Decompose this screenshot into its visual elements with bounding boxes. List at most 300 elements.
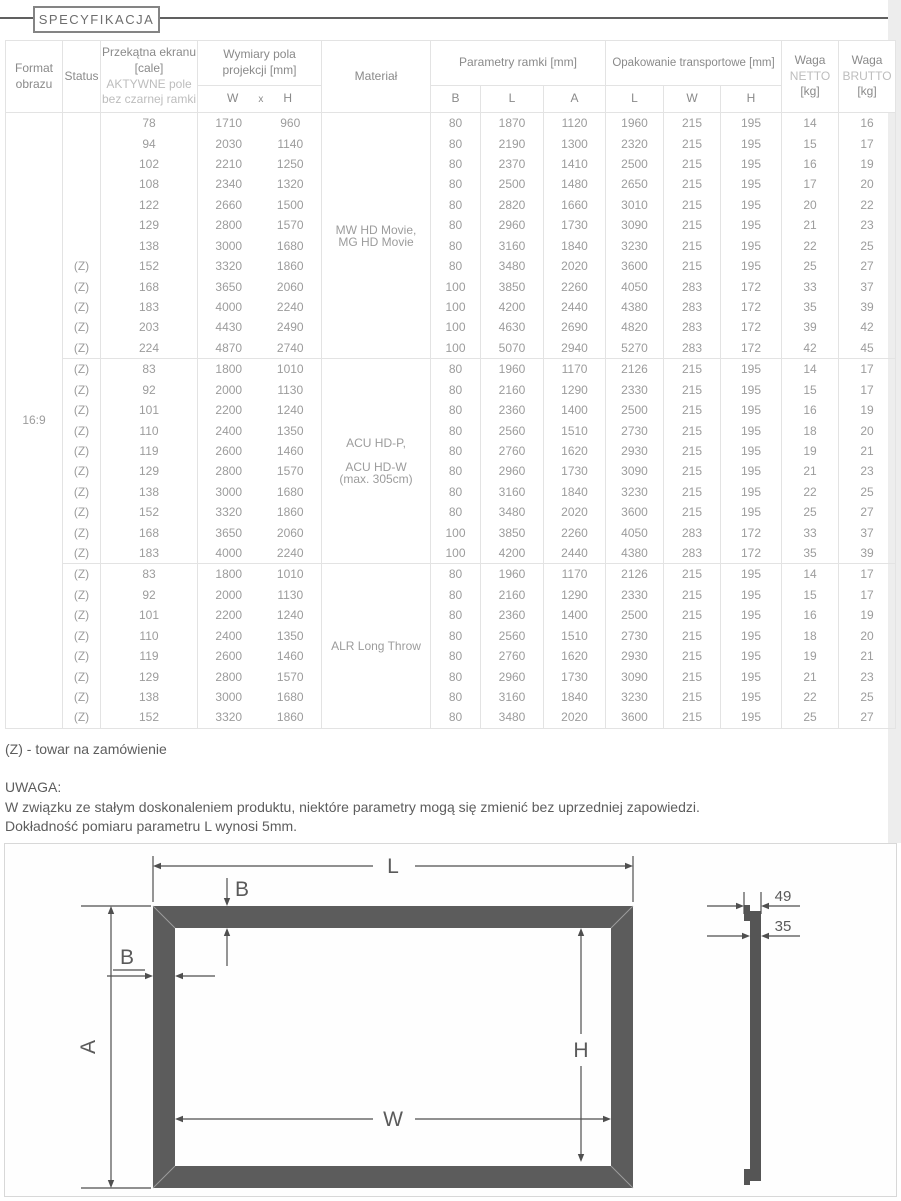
material-header-label: Materiał	[354, 68, 398, 83]
packaging-label: Opakowanie transportowe [mm]	[612, 56, 775, 69]
pack-h-cell: 195	[721, 666, 782, 686]
frame-a-cell: 2020	[544, 256, 606, 276]
table-row	[6, 441, 896, 461]
status-cell: (Z)	[63, 441, 101, 461]
frame-a-cell: 2940	[544, 338, 606, 359]
pack-w-cell: 215	[664, 461, 721, 481]
weight-gross-cell: 20	[839, 626, 896, 646]
diagonal-cell: 94	[101, 133, 198, 153]
weight-net-cell: 15	[782, 133, 839, 153]
proj-h-cell: 1240	[260, 605, 322, 625]
status-cell: (Z)	[63, 502, 101, 522]
frame-params-label: Parametry ramki [mm]	[459, 55, 578, 70]
status-cell	[63, 113, 101, 134]
proj-h-cell: 1350	[260, 420, 322, 440]
diagonal-cell: 168	[101, 522, 198, 542]
pack-l-cell: 4380	[606, 543, 664, 564]
frame-a-cell: 2440	[544, 297, 606, 317]
pack-l-cell: 3010	[606, 195, 664, 215]
proj-h-cell: 2740	[260, 338, 322, 359]
pack-l-cell: 3090	[606, 215, 664, 235]
status-cell: (Z)	[63, 276, 101, 296]
status-cell: (Z)	[63, 256, 101, 276]
proj-w-cell: 2030	[198, 133, 260, 153]
status-cell: (Z)	[63, 543, 101, 564]
pack-w-cell: 215	[664, 256, 721, 276]
pack-l-cell: 3230	[606, 687, 664, 707]
proj-w-cell: 1800	[198, 564, 260, 585]
proj-w-cell: 1800	[198, 359, 260, 380]
frame-b-cell: 80	[431, 256, 481, 276]
status-cell: (Z)	[63, 461, 101, 481]
diagonal-cell: 83	[101, 564, 198, 585]
pack-l-cell: 2500	[606, 154, 664, 174]
pack-l-cell: 4050	[606, 276, 664, 296]
frame-l-cell: 3850	[481, 276, 544, 296]
frame-l-cell: 2360	[481, 605, 544, 625]
spec-table-body	[6, 113, 896, 729]
diagonal-cell: 224	[101, 338, 198, 359]
status-cell	[63, 215, 101, 235]
dimension-diagram-panel	[4, 843, 897, 1197]
table-row	[6, 133, 896, 153]
pack-h-cell: 172	[721, 522, 782, 542]
weight-net-cell: 15	[782, 585, 839, 605]
weight-gross-cell: 19	[839, 400, 896, 420]
frame-b-cell: 80	[431, 195, 481, 215]
status-cell	[63, 236, 101, 256]
dim-H-label: H	[573, 1039, 589, 1062]
proj-h-cell: 2240	[260, 297, 322, 317]
frame-l-cell: 2190	[481, 133, 544, 153]
pack-w-cell: 215	[664, 605, 721, 625]
table-row	[6, 564, 896, 585]
frame-dimension-drawing	[5, 844, 896, 1196]
pack-h-cell: 195	[721, 687, 782, 707]
proj-w-cell: 2210	[198, 154, 260, 174]
pack-h-cell: 172	[721, 543, 782, 564]
frame-b-cell: 80	[431, 626, 481, 646]
status-cell: (Z)	[63, 626, 101, 646]
weight-net-cell: 16	[782, 154, 839, 174]
table-row	[6, 522, 896, 542]
proj-w-cell: 2800	[198, 666, 260, 686]
specification-table	[5, 40, 896, 729]
pack-h-cell: 195	[721, 359, 782, 380]
frame-a-cell: 1400	[544, 605, 606, 625]
material-line: (max. 305cm)	[339, 472, 413, 487]
material-line: ACU HD-P,	[346, 436, 406, 451]
proj-h-cell: 1130	[260, 379, 322, 399]
material-line: ACU HD-W	[345, 460, 407, 475]
pack-l-cell: 4380	[606, 297, 664, 317]
weight-net-cell: 35	[782, 543, 839, 564]
projection-header-line: projekcji [mm]	[222, 63, 297, 77]
table-row	[6, 543, 896, 564]
table-row	[6, 585, 896, 605]
table-row	[6, 687, 896, 707]
dim-49-label: 49	[774, 888, 792, 905]
frame-b-cell: 80	[431, 605, 481, 625]
pack-h-cell: 195	[721, 461, 782, 481]
proj-h-cell: 1140	[260, 133, 322, 153]
frame-b-cell: 80	[431, 564, 481, 585]
proj-h-cell: 1680	[260, 687, 322, 707]
weight-net-cell: 19	[782, 441, 839, 461]
gross-header-line: Waga	[851, 53, 883, 68]
weight-net-cell: 17	[782, 174, 839, 194]
frame-l-cell: 3160	[481, 687, 544, 707]
frame-l-cell: 2360	[481, 400, 544, 420]
pack-w-cell: 283	[664, 276, 721, 296]
frame-b-cell: 80	[431, 133, 481, 153]
diagonal-cell: 183	[101, 297, 198, 317]
weight-net-cell: 25	[782, 707, 839, 728]
proj-h-cell: 1570	[260, 461, 322, 481]
frame-l-cell: 3160	[481, 482, 544, 502]
proj-w-cell: 2800	[198, 461, 260, 481]
screen-frame-front	[153, 906, 633, 1188]
frame-b-cell: 80	[431, 707, 481, 728]
proj-w-cell: 2400	[198, 420, 260, 440]
col-header-weight-gross	[839, 41, 896, 113]
pack-l-cell: 3090	[606, 666, 664, 686]
table-row	[6, 502, 896, 522]
pack-w-cell: 215	[664, 236, 721, 256]
pack-h-cell: 195	[721, 215, 782, 235]
proj-w-cell: 2000	[198, 585, 260, 605]
frame-a-cell: 1510	[544, 420, 606, 440]
status-cell: (Z)	[63, 359, 101, 380]
pack-h-cell: 172	[721, 297, 782, 317]
proj-w-cell: 1710	[198, 113, 260, 134]
status-cell: (Z)	[63, 297, 101, 317]
col-header-weight-net	[782, 41, 839, 113]
col-header-material	[322, 41, 431, 113]
weight-net-cell: 16	[782, 605, 839, 625]
table-row	[6, 317, 896, 337]
weight-gross-cell: 25	[839, 482, 896, 502]
pack-l-cell: 3600	[606, 502, 664, 522]
weight-net-cell: 14	[782, 113, 839, 134]
pack-w-cell: 215	[664, 174, 721, 194]
frame-a-cell: 2020	[544, 502, 606, 522]
pack-h-cell: 172	[721, 276, 782, 296]
status-cell	[63, 154, 101, 174]
status-cell: (Z)	[63, 687, 101, 707]
weight-net-cell: 22	[782, 687, 839, 707]
pack-h-cell: 195	[721, 585, 782, 605]
frame-b-cell: 80	[431, 482, 481, 502]
pack-h-cell: 195	[721, 605, 782, 625]
frame-l-cell: 4200	[481, 297, 544, 317]
frame-a-cell: 2020	[544, 707, 606, 728]
pack-h-cell: 195	[721, 441, 782, 461]
frame-b-cell: 80	[431, 236, 481, 256]
weight-net-cell: 18	[782, 626, 839, 646]
pack-h-cell: 195	[721, 420, 782, 440]
frame-a-cell: 1660	[544, 195, 606, 215]
subheader-pack-h	[721, 86, 782, 113]
frame-a-cell: 1170	[544, 564, 606, 585]
pack-l-cell: 5270	[606, 338, 664, 359]
proj-h-cell: 1240	[260, 400, 322, 420]
pack-h-cell: 195	[721, 236, 782, 256]
frame-a-cell: 2440	[544, 543, 606, 564]
weight-net-cell: 14	[782, 359, 839, 380]
net-header-unit: [kg]	[800, 84, 820, 99]
diagonal-cell: 92	[101, 585, 198, 605]
pack-w-cell: 215	[664, 154, 721, 174]
pack-w-cell: 215	[664, 420, 721, 440]
frame-l-cell: 3480	[481, 502, 544, 522]
proj-w-cell: 2400	[198, 626, 260, 646]
frame-l-cell: 5070	[481, 338, 544, 359]
subheader-frame-b	[431, 86, 481, 113]
pack-h-cell: 195	[721, 707, 782, 728]
frame-a-cell: 1480	[544, 174, 606, 194]
material-line: ALR Long Throw	[331, 638, 421, 653]
diagonal-cell: 119	[101, 646, 198, 666]
proj-w-cell: 2340	[198, 174, 260, 194]
table-row	[6, 626, 896, 646]
pack-h-cell: 195	[721, 400, 782, 420]
table-row	[6, 666, 896, 686]
pack-w-cell: 283	[664, 543, 721, 564]
z-footnote: (Z) - towar na zamówienie	[5, 741, 167, 757]
status-cell	[63, 133, 101, 153]
pack-l-cell: 2330	[606, 585, 664, 605]
pack-h-cell: 195	[721, 564, 782, 585]
frame-l-cell: 2960	[481, 461, 544, 481]
frame-b-cell: 80	[431, 400, 481, 420]
weight-gross-cell: 25	[839, 687, 896, 707]
table-row	[6, 154, 896, 174]
pack-l-cell: 2930	[606, 441, 664, 461]
weight-net-cell: 33	[782, 276, 839, 296]
frame-a-label: A	[570, 91, 579, 106]
pack-l-cell: 3090	[606, 461, 664, 481]
pack-w-cell: 215	[664, 687, 721, 707]
frame-b-cell: 100	[431, 317, 481, 337]
diagonal-cell: 129	[101, 461, 198, 481]
proj-w-cell: 2200	[198, 605, 260, 625]
frame-l-cell: 3480	[481, 256, 544, 276]
frame-a-cell: 1620	[544, 441, 606, 461]
frame-l-cell: 4630	[481, 317, 544, 337]
table-row	[6, 276, 896, 296]
uwaga-label: UWAGA:	[5, 779, 62, 795]
pack-h-cell: 195	[721, 174, 782, 194]
diagonal-cell: 129	[101, 666, 198, 686]
weight-gross-cell: 17	[839, 379, 896, 399]
dim-L	[153, 855, 633, 902]
pack-l-cell: 1960	[606, 113, 664, 134]
frame-l-cell: 2820	[481, 195, 544, 215]
col-header-frame-params	[431, 41, 606, 86]
proj-h-cell: 2060	[260, 522, 322, 542]
frame-b-cell: 80	[431, 461, 481, 481]
weight-gross-cell: 20	[839, 420, 896, 440]
frame-l-cell: 2960	[481, 215, 544, 235]
diagonal-cell: 138	[101, 687, 198, 707]
frame-a-cell: 2260	[544, 276, 606, 296]
proj-h-cell: 1500	[260, 195, 322, 215]
proj-w-cell: 4000	[198, 543, 260, 564]
proj-w-cell: 3000	[198, 687, 260, 707]
pack-w-cell: 215	[664, 113, 721, 134]
pack-w-cell: 215	[664, 359, 721, 380]
frame-l-cell: 2500	[481, 174, 544, 194]
frame-l-cell: 2760	[481, 646, 544, 666]
proj-h-cell: 1860	[260, 256, 322, 276]
weight-gross-cell: 23	[839, 215, 896, 235]
frame-b-cell: 100	[431, 276, 481, 296]
pack-h-cell: 195	[721, 626, 782, 646]
frame-a-cell: 1300	[544, 133, 606, 153]
pack-w-cell: 215	[664, 626, 721, 646]
frame-a-cell: 1730	[544, 461, 606, 481]
proj-h-cell: 1320	[260, 174, 322, 194]
status-cell: (Z)	[63, 707, 101, 728]
frame-a-cell: 1410	[544, 154, 606, 174]
weight-gross-cell: 25	[839, 236, 896, 256]
title-rule-right	[158, 17, 888, 19]
frame-l-cell: 2960	[481, 666, 544, 686]
weight-gross-cell: 20	[839, 174, 896, 194]
weight-net-cell: 39	[782, 317, 839, 337]
frame-a-cell: 1120	[544, 113, 606, 134]
status-cell: (Z)	[63, 400, 101, 420]
pack-l-cell: 3230	[606, 236, 664, 256]
title-rule-left	[0, 17, 33, 19]
col-header-format	[6, 41, 63, 113]
weight-net-cell: 33	[782, 522, 839, 542]
weight-gross-cell: 27	[839, 256, 896, 276]
frame-l-cell: 2160	[481, 585, 544, 605]
proj-h-cell: 1860	[260, 502, 322, 522]
frame-a-cell: 1840	[544, 482, 606, 502]
diagonal-cell: 152	[101, 707, 198, 728]
proj-w-cell: 3000	[198, 482, 260, 502]
diagonal-header-unit: [cale]	[134, 60, 164, 75]
table-row	[6, 236, 896, 256]
weight-gross-cell: 39	[839, 543, 896, 564]
proj-h-cell: 1680	[260, 482, 322, 502]
pack-w-cell: 283	[664, 338, 721, 359]
weight-net-cell: 14	[782, 564, 839, 585]
page-title-label: SPECYFIKACJA	[38, 12, 155, 27]
diagonal-cell: 152	[101, 256, 198, 276]
status-cell: (Z)	[63, 338, 101, 359]
subheader-w: W	[227, 91, 239, 106]
frame-b-cell: 100	[431, 543, 481, 564]
col-header-status	[63, 41, 101, 113]
diagonal-cell: 101	[101, 400, 198, 420]
weight-gross-cell: 17	[839, 564, 896, 585]
weight-gross-cell: 42	[839, 317, 896, 337]
weight-gross-cell: 19	[839, 154, 896, 174]
dim-depth-49	[707, 888, 800, 914]
frame-b-cell: 80	[431, 379, 481, 399]
pack-l-cell: 3230	[606, 482, 664, 502]
net-header-line: NETTO	[789, 68, 831, 83]
frame-l-cell: 3850	[481, 522, 544, 542]
weight-gross-cell: 21	[839, 441, 896, 461]
frame-l-cell: 1870	[481, 113, 544, 134]
pack-l-cell: 2126	[606, 359, 664, 380]
pack-h-cell: 195	[721, 482, 782, 502]
proj-h-cell: 2240	[260, 543, 322, 564]
weight-gross-cell: 17	[839, 359, 896, 380]
table-row	[6, 338, 896, 359]
diagonal-cell: 102	[101, 154, 198, 174]
weight-net-cell: 16	[782, 400, 839, 420]
diagonal-cell: 129	[101, 215, 198, 235]
proj-w-cell: 4870	[198, 338, 260, 359]
proj-w-cell: 3000	[198, 236, 260, 256]
pack-l-label: L	[631, 91, 638, 106]
pack-w-cell: 215	[664, 666, 721, 686]
format-cell: 16:9	[6, 113, 63, 729]
frame-a-cell: 1730	[544, 666, 606, 686]
weight-gross-cell: 21	[839, 646, 896, 666]
frame-l-cell: 2370	[481, 154, 544, 174]
frame-l-cell: 1960	[481, 564, 544, 585]
table-row	[6, 256, 896, 276]
pack-w-cell: 215	[664, 441, 721, 461]
pack-h-cell: 195	[721, 113, 782, 134]
frame-l-cell: 2160	[481, 379, 544, 399]
pack-l-cell: 4050	[606, 522, 664, 542]
proj-h-cell: 1570	[260, 215, 322, 235]
material-cell	[322, 113, 431, 359]
proj-h-cell: 1250	[260, 154, 322, 174]
proj-w-cell: 3320	[198, 707, 260, 728]
pack-l-cell: 2330	[606, 379, 664, 399]
diagonal-header-note: AKTYWNE pole	[106, 76, 192, 91]
weight-net-cell: 21	[782, 461, 839, 481]
weight-gross-cell: 16	[839, 113, 896, 134]
status-cell: (Z)	[63, 564, 101, 585]
table-row	[6, 113, 896, 134]
proj-h-cell: 1680	[260, 236, 322, 256]
proj-h-cell: 1860	[260, 707, 322, 728]
weight-net-cell: 21	[782, 215, 839, 235]
table-row	[6, 195, 896, 215]
proj-w-cell: 3320	[198, 256, 260, 276]
weight-net-cell: 18	[782, 420, 839, 440]
gross-header-unit: [kg]	[857, 84, 877, 99]
diagonal-cell: 92	[101, 379, 198, 399]
projection-header-line: Wymiary pola	[223, 47, 296, 62]
frame-a-cell: 1290	[544, 585, 606, 605]
status-cell: (Z)	[63, 317, 101, 337]
diagonal-cell: 110	[101, 626, 198, 646]
diagonal-cell: 168	[101, 276, 198, 296]
dim-A-label: A	[77, 1039, 100, 1055]
status-cell: (Z)	[63, 522, 101, 542]
pack-h-cell: 195	[721, 256, 782, 276]
diagonal-cell: 101	[101, 605, 198, 625]
frame-a-cell: 1840	[544, 236, 606, 256]
frame-b-cell: 100	[431, 522, 481, 542]
table-row	[6, 400, 896, 420]
table-row	[6, 646, 896, 666]
table-row	[6, 359, 896, 380]
material-cell	[322, 359, 431, 564]
subheader-h: H	[283, 91, 292, 106]
